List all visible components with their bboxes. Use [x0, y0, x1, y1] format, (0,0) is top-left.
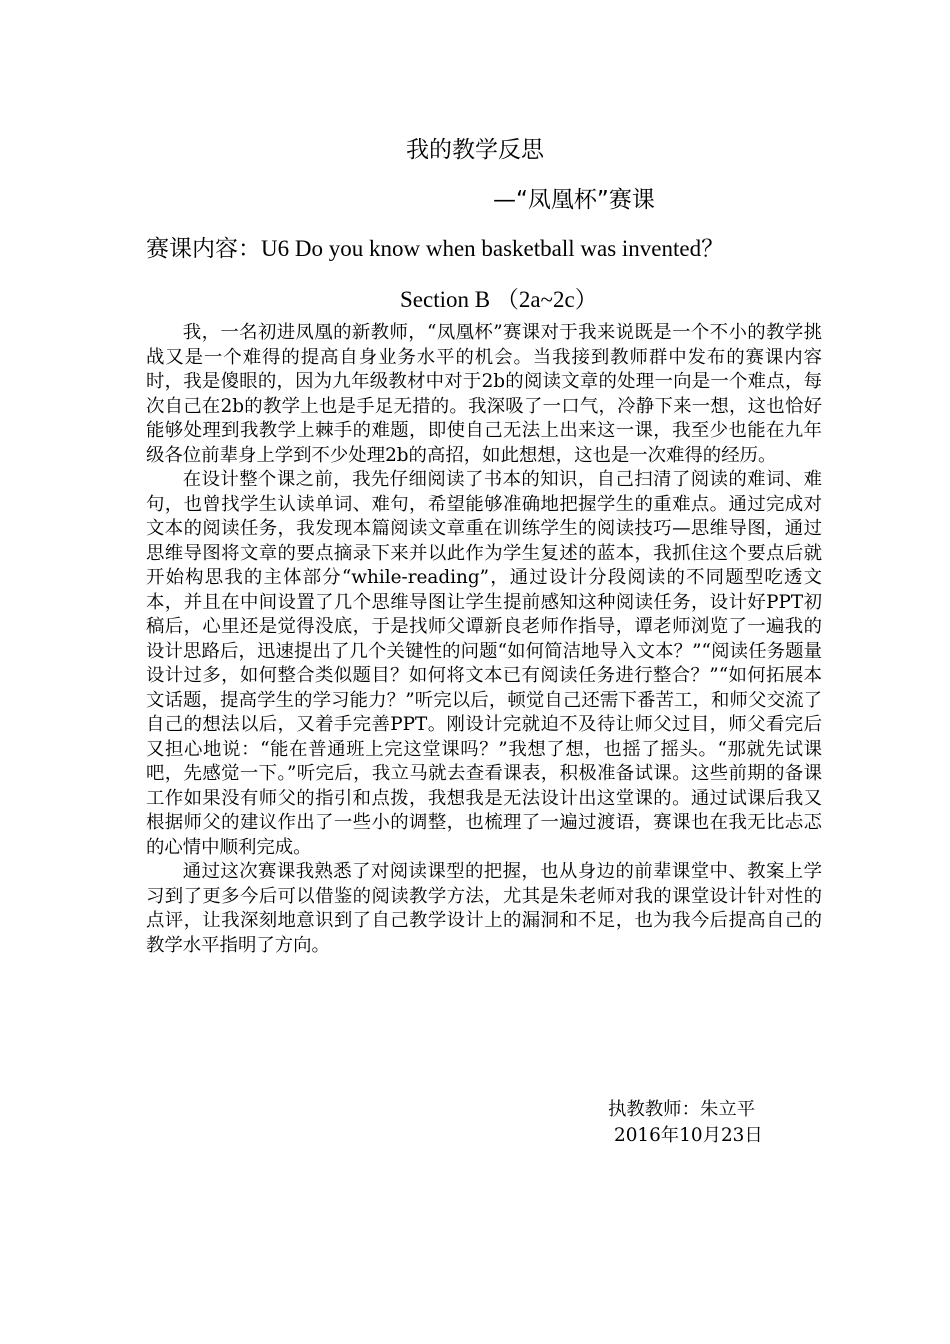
- paragraph-1: 我，一名初进凤凰的新教师，“凤凰杯”赛课对于我来说既是一个不小的教学挑战又是一个难得的提高自身业务水平的机会。当我接到教师群中发布的赛课内容时，我是傻眼的，因为九年级教材中对于2b的阅读文章的处理一向是一个难点，每次自己在2b的教学上也是手足无措的。我深吸了一口气，冷静下来一想，这也恰好能够处理到我教学上棘手的难题，即使自己无法上出来这一课，我至少也能在九年级各位前辈身上学到不少处理2b的高招，如此想想，这也是一次难得的经历。: [146, 322, 822, 466]
- reflection-body: [146, 321, 822, 958]
- lesson-content-label: 赛课内容：: [146, 236, 261, 262]
- document-title: 我的教学反思: [406, 137, 544, 163]
- document-subtitle: —“凤凰杯”赛课: [493, 187, 655, 213]
- lesson-section: Section B （2a~2c）: [400, 287, 598, 312]
- paragraph-3: 通过这次赛课我熟悉了对阅读课型的把握，也从身边的前辈课堂中、教案上学习到了更多今后可以借鉴的阅读教学方法，尤其是朱老师对我的课堂设计针对性的点评，让我深刻地意识到了自己教学设计上的漏洞和不足，也为我今后提高自己的教学水平指明了方向。: [146, 861, 822, 956]
- lesson-content-value: U6 Do you know when basketball was invented？: [261, 236, 725, 261]
- document-date: 2016年10月23日: [614, 1125, 763, 1146]
- paragraph-2: 在设计整个课之前，我先仔细阅读了书本的知识，自己扫清了阅读的难词、难句，也曾找学生认读单词、难句，希望能够准确地把握学生的重难点。通过完成对文本的阅读任务，我发现本篇阅读文章重在训练学生的阅读技巧—思维导图，通过思维导图将文章的要点摘录下来并以此作为学生复述的蓝本，我抓住这个要点后就开始构思我的主体部分“while-reading”，通过设计分段阅读的不同题型吃透文本，并且在中间设置了几个思维导图让学生提前感知这种阅读任务，设计好PPT初稿后，心里还是觉得没底，于是找师父谭新良老师作指导，谭老师浏览了一遍我的设计思路后，迅速提出了几个关键性的问题“如何简洁地导入文本？”“阅读任务题量设计过多，如何整合类似题目？如何将文本已有阅读任务进行整合？”“如何拓展本文话题，提高学生的学习能力？”听完以后，顿觉自己还需下番苦工，和师父交流了自己的想法以后，又着手完善PPT。刚设计完就迫不及待让师父过目，师父看完后又担心地说：“能在普通班上完这堂课吗？”我想了想，也摇了摇头。“那就先试课吧，先感觉一下。”听完后，我立马就去查看课表，积极准备试课。这些前期的备课工作如果没有师父的指引和点拨，我想我是无法设计出这堂课的。通过试课后我又根据师父的建议作出了一些小的调整，也梳理了一遍过渡语，赛课也在我无比忐忑的心情中顺利完成。: [146, 469, 822, 858]
- lesson-content-line: [146, 233, 724, 265]
- teacher-signature: 执教教师：朱立平: [608, 1099, 756, 1120]
